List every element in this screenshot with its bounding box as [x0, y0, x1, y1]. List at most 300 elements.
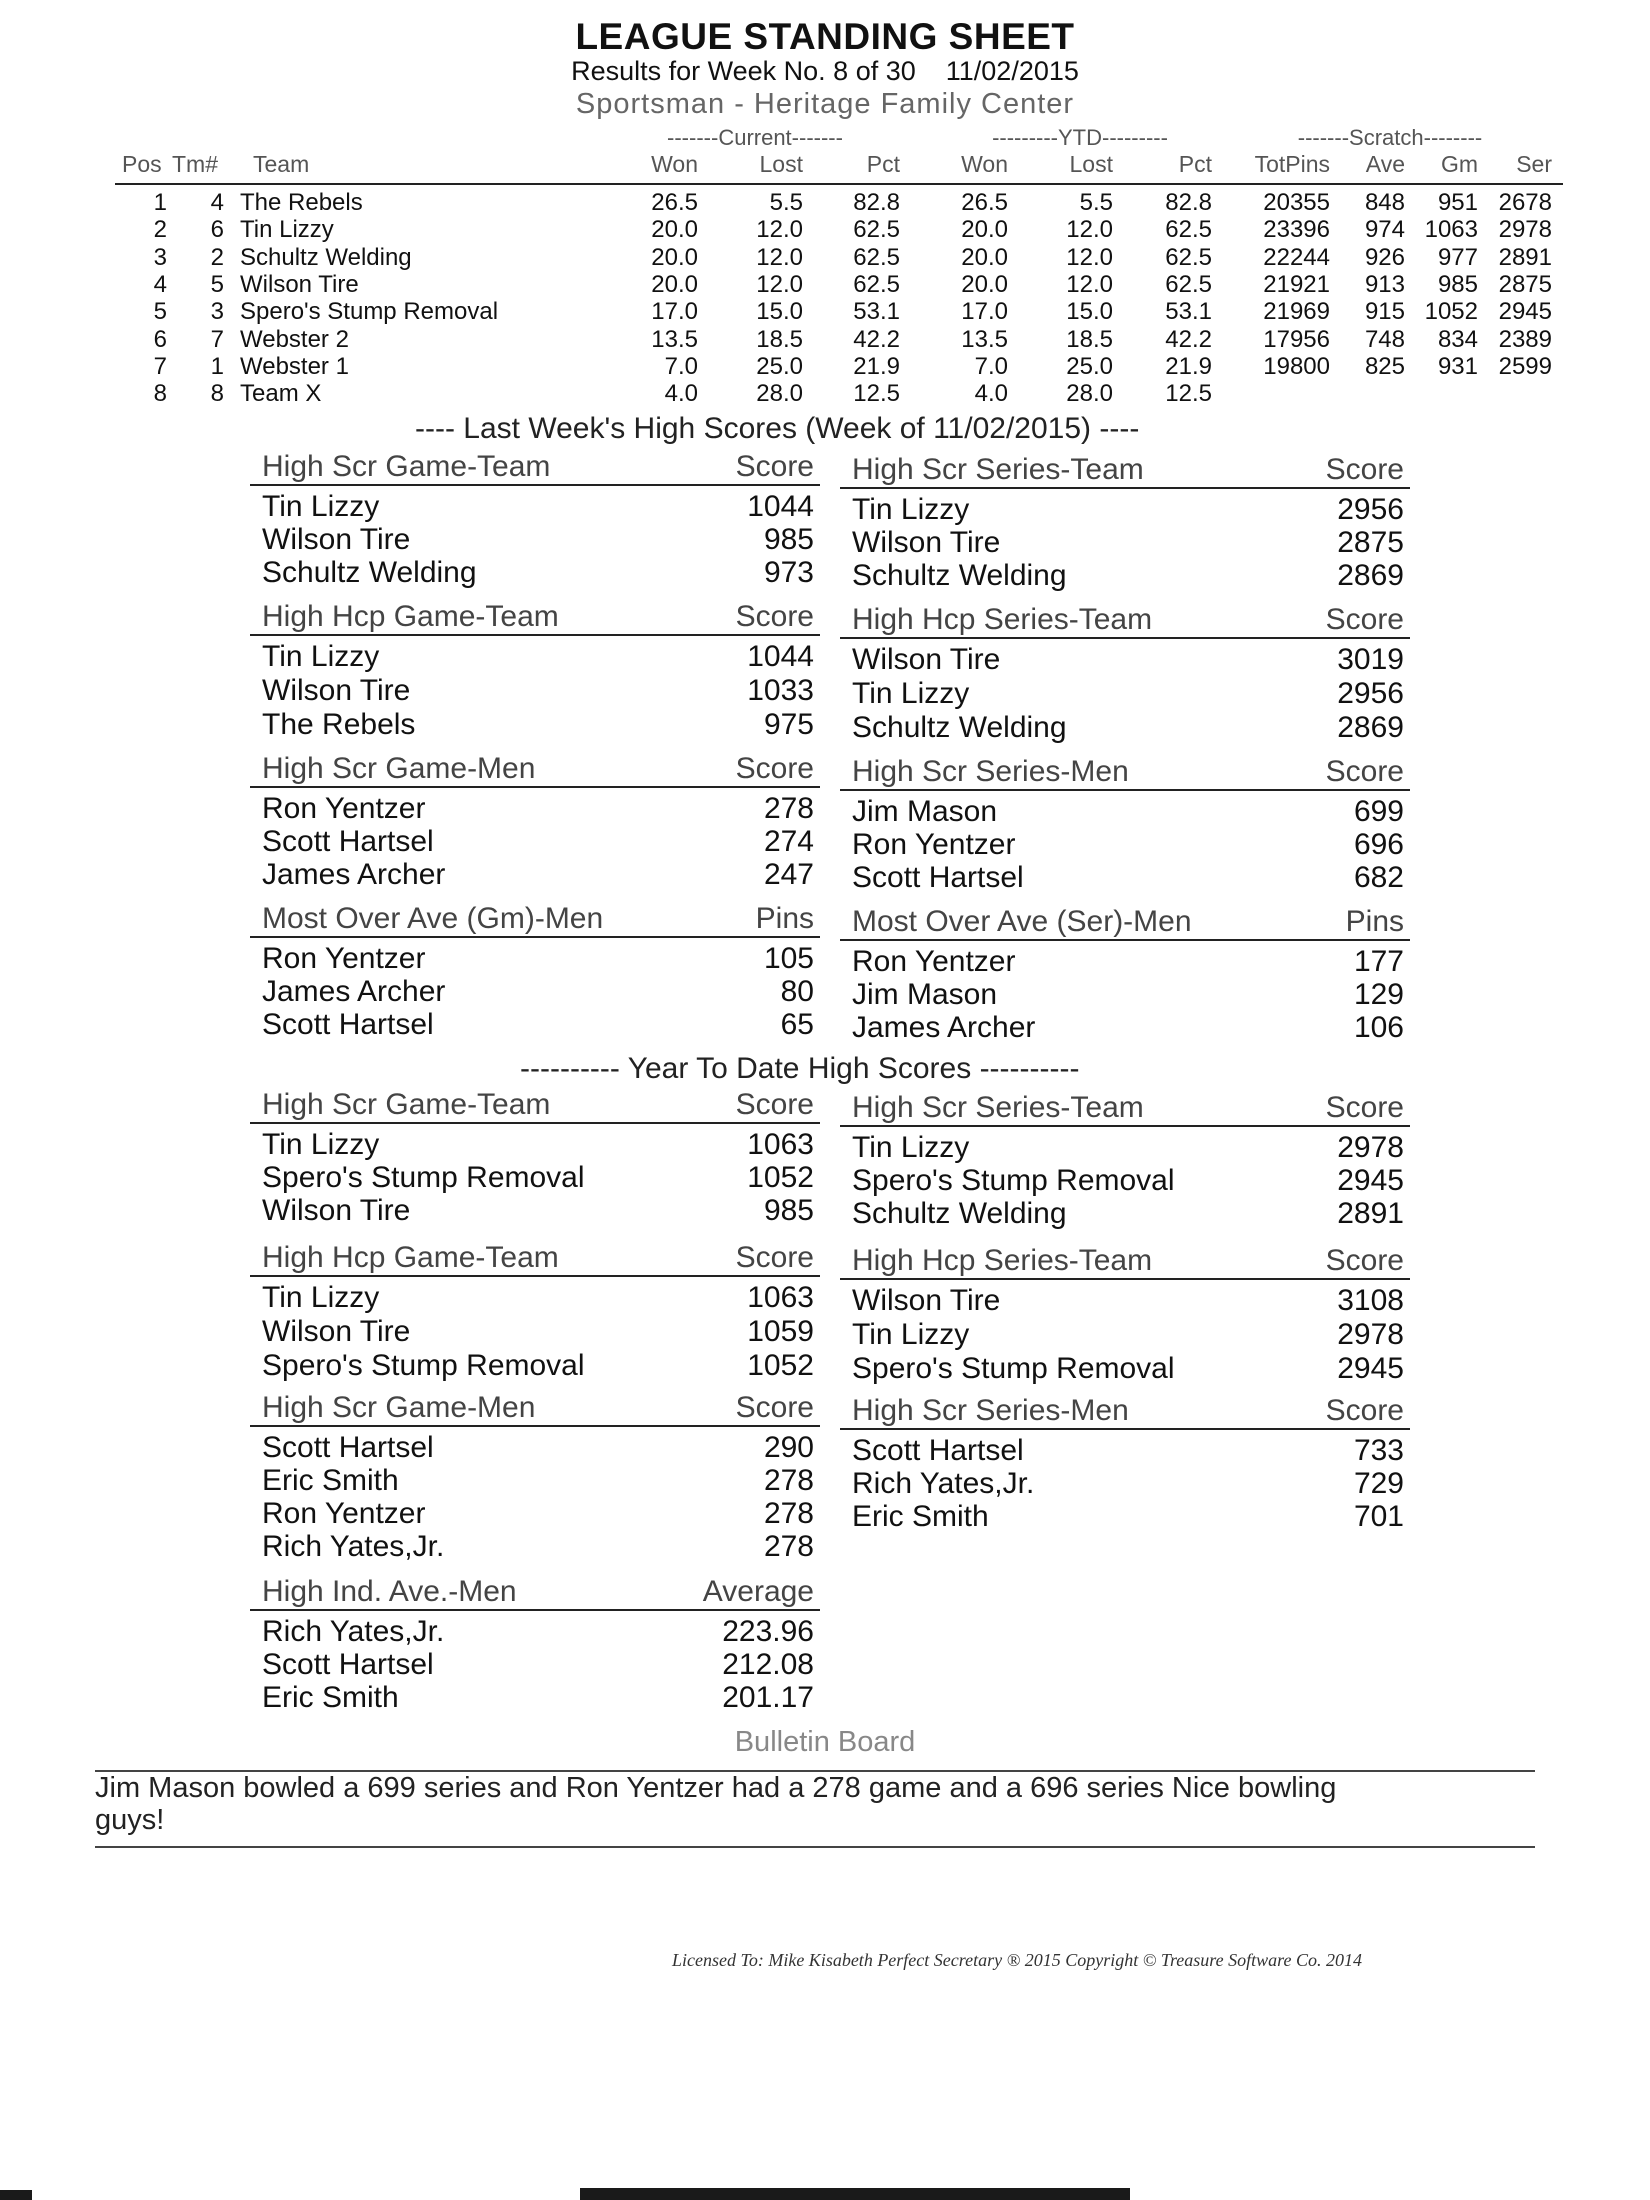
bowler-name: Tin Lizzy: [262, 1128, 380, 1161]
list-item: [840, 1284, 1410, 1318]
cell-lost: 12.0: [756, 270, 803, 298]
cell-pos: 4: [153, 270, 167, 298]
score-value: 2956: [1337, 677, 1404, 710]
bowler-name: Spero's Stump Removal: [852, 1352, 1175, 1385]
cell-ylost: 12.0: [1066, 243, 1113, 271]
cell-lost: 28.0: [756, 380, 803, 408]
block-title: High Scr Series-Team: [852, 453, 1144, 486]
cell-tm: 8: [210, 380, 224, 408]
high-score-block: [840, 601, 1410, 747]
score-value: 1063: [747, 1281, 814, 1314]
high-score-block: [250, 1086, 820, 1229]
scan-edge-artifact: [0, 2190, 32, 2200]
high-score-block: [840, 753, 1410, 896]
bulletin-title: Bulletin Board: [734, 1726, 916, 1758]
standings-row: [0, 271, 1650, 298]
list-item: [250, 708, 820, 742]
bowler-name: Tin Lizzy: [262, 640, 380, 673]
cell-pos: 8: [153, 380, 167, 408]
list-item: [250, 1648, 820, 1682]
bowler-name: Scott Hartsel: [852, 861, 1024, 894]
list-item: [840, 1011, 1410, 1045]
cell-pct: 62.5: [853, 243, 900, 271]
cell-pos: 5: [153, 298, 167, 326]
cell-ywon: 4.0: [974, 380, 1008, 408]
col-won: Won: [651, 151, 698, 177]
block-header: [250, 448, 820, 486]
bowler-name: Ron Yentzer: [852, 828, 1016, 861]
block-title: High Scr Series-Men: [852, 755, 1129, 788]
bowler-name: Wilson Tire: [852, 643, 1001, 676]
cell-gm: 977: [1437, 243, 1478, 271]
high-score-block: [840, 903, 1410, 1046]
list-item: [840, 677, 1410, 711]
bowler-name: Schultz Welding: [852, 711, 1067, 744]
block-column-label: Average: [702, 1575, 814, 1608]
cell-pos: 2: [153, 216, 167, 244]
score-value: 106: [1353, 1011, 1404, 1044]
block-title: Most Over Ave (Ser)-Men: [852, 905, 1192, 938]
standings-row: [0, 353, 1650, 380]
cell-lost: 15.0: [756, 298, 803, 326]
score-value: 2875: [1337, 526, 1404, 559]
results-week-line: Results for Week No. 8 of 30 11/02/2015: [571, 56, 1079, 86]
cell-ylost: 25.0: [1066, 352, 1113, 380]
score-value: 1063: [747, 1128, 814, 1161]
high-score-block: [250, 448, 820, 591]
block-column-label: Score: [1325, 453, 1404, 486]
cell-ave: 825: [1364, 352, 1405, 380]
list-item: [840, 795, 1410, 829]
bowler-name: James Archer: [852, 1011, 1036, 1044]
list-item: [840, 1131, 1410, 1165]
cell-team: Schultz Welding: [240, 243, 412, 271]
cell-ser: 2945: [1498, 298, 1552, 326]
block-title: High Ind. Ave.-Men: [262, 1575, 517, 1608]
score-value: 729: [1353, 1467, 1404, 1500]
cell-lost: 5.5: [769, 189, 803, 216]
bowler-name: Eric Smith: [262, 1464, 399, 1497]
cell-totpins: 22244: [1263, 243, 1330, 271]
cell-ser: 2978: [1498, 216, 1552, 244]
cell-tm: 2: [210, 243, 224, 271]
col-gm: Gm: [1440, 151, 1478, 177]
block-header: [250, 598, 820, 636]
standings-row: [0, 216, 1650, 243]
bowler-name: The Rebels: [262, 708, 416, 741]
cell-ypct: 21.9: [1165, 352, 1212, 380]
cell-ypct: 53.1: [1165, 298, 1212, 326]
cell-won: 4.0: [664, 380, 698, 408]
cell-team: Spero's Stump Removal: [240, 298, 499, 326]
bowler-name: Schultz Welding: [852, 1197, 1067, 1230]
cell-won: 26.5: [651, 189, 698, 216]
score-value: 2978: [1337, 1131, 1404, 1164]
cell-totpins: 17956: [1263, 325, 1330, 353]
bowler-name: Wilson Tire: [262, 1194, 411, 1227]
block-column-label: Pins: [755, 902, 814, 935]
block-title: High Scr Game-Team: [262, 1088, 551, 1121]
block-title: High Scr Series-Men: [852, 1394, 1129, 1427]
list-item: [840, 1434, 1410, 1468]
bowler-name: Scott Hartsel: [262, 825, 434, 858]
cell-lost: 12.0: [756, 243, 803, 271]
score-value: 2869: [1337, 559, 1404, 592]
score-value: 212.08: [722, 1648, 814, 1681]
score-value: 2956: [1337, 493, 1404, 526]
high-score-block: [840, 1089, 1410, 1232]
bowler-name: Eric Smith: [262, 1681, 399, 1714]
cell-won: 17.0: [651, 298, 698, 326]
cell-ywon: 20.0: [961, 243, 1008, 271]
cell-tm: 1: [210, 352, 224, 380]
cell-pct: 53.1: [853, 298, 900, 326]
block-column-label: Score: [1325, 755, 1404, 788]
score-value: 985: [763, 523, 814, 556]
list-item: [250, 1128, 820, 1162]
list-item: [250, 942, 820, 976]
bowler-name: Wilson Tire: [262, 523, 411, 556]
high-score-block: [840, 1242, 1410, 1388]
bowler-name: Rich Yates,Jr.: [852, 1467, 1035, 1500]
bowler-name: Ron Yentzer: [262, 792, 426, 825]
score-value: 975: [763, 708, 814, 741]
col-ytd-pct: Pct: [1178, 151, 1212, 177]
block-title: Most Over Ave (Gm)-Men: [262, 902, 604, 935]
col-ser: Ser: [1516, 151, 1552, 177]
cell-ser: 2678: [1498, 189, 1552, 216]
cell-tm: 7: [210, 325, 224, 353]
cell-pct: 42.2: [853, 325, 900, 353]
score-value: 1044: [747, 490, 814, 523]
block-title: High Hcp Game-Team: [262, 600, 559, 633]
cell-totpins: 19800: [1263, 352, 1330, 380]
list-item: [840, 1164, 1410, 1198]
score-value: 278: [763, 1497, 814, 1530]
bowler-name: Rich Yates,Jr.: [262, 1615, 445, 1648]
bowler-name: Jim Mason: [852, 795, 998, 828]
group-scratch: -------Scratch--------: [1297, 125, 1483, 150]
cell-ywon: 17.0: [961, 298, 1008, 326]
bowler-name: Wilson Tire: [852, 1284, 1001, 1317]
cell-tm: 4: [210, 189, 224, 216]
cell-team: Team X: [240, 380, 322, 408]
list-item: [840, 1467, 1410, 1501]
block-header: [250, 1239, 820, 1277]
bowler-name: Rich Yates,Jr.: [262, 1530, 445, 1563]
bowler-name: Scott Hartsel: [262, 1648, 434, 1681]
cell-ywon: 26.5: [961, 189, 1008, 216]
list-item: [840, 711, 1410, 745]
bowler-name: Tin Lizzy: [852, 1131, 970, 1164]
cell-totpins: 21969: [1263, 298, 1330, 326]
cell-ypct: 62.5: [1165, 270, 1212, 298]
block-title: High Hcp Game-Team: [262, 1241, 559, 1274]
bowler-name: Tin Lizzy: [852, 677, 970, 710]
list-item: [250, 1615, 820, 1649]
list-item: [840, 1197, 1410, 1231]
block-title: High Scr Game-Men: [262, 1391, 536, 1424]
block-title: High Scr Series-Team: [852, 1091, 1144, 1124]
score-value: 278: [763, 1530, 814, 1563]
bowler-name: Schultz Welding: [852, 559, 1067, 592]
cell-pct: 12.5: [853, 380, 900, 408]
bowler-name: Tin Lizzy: [262, 490, 380, 523]
cell-pct: 21.9: [853, 352, 900, 380]
scan-edge-artifact: [580, 2188, 1130, 2200]
score-value: 696: [1353, 828, 1404, 861]
score-value: 1052: [747, 1161, 814, 1194]
cell-gm: 951: [1437, 189, 1478, 216]
cell-tm: 3: [210, 298, 224, 326]
high-score-block: [250, 1573, 820, 1716]
block-header: [250, 1573, 820, 1611]
cell-ylost: 15.0: [1066, 298, 1113, 326]
block-column-label: Score: [1325, 1091, 1404, 1124]
high-score-block: [840, 451, 1410, 594]
cell-pos: 1: [153, 189, 167, 216]
cell-pos: 6: [153, 325, 167, 353]
col-pct: Pct: [866, 151, 900, 177]
block-column-label: Score: [735, 600, 814, 633]
bowler-name: Wilson Tire: [262, 674, 411, 707]
page-title: LEAGUE STANDING SHEET: [575, 16, 1075, 57]
cell-pct: 62.5: [853, 216, 900, 244]
cell-ypct: 62.5: [1165, 243, 1212, 271]
cell-tm: 6: [210, 216, 224, 244]
score-value: 1033: [747, 674, 814, 707]
block-column-label: Score: [1325, 603, 1404, 636]
cell-pos: 7: [153, 352, 167, 380]
score-value: 278: [763, 792, 814, 825]
cell-ywon: 20.0: [961, 216, 1008, 244]
list-item: [250, 556, 820, 590]
col-ytd-won: Won: [961, 151, 1008, 177]
col-pos: Pos: [122, 151, 162, 177]
score-value: 3019: [1337, 643, 1404, 676]
cell-ylost: 5.5: [1079, 189, 1113, 216]
score-value: 290: [763, 1431, 814, 1464]
block-column-label: Score: [735, 1241, 814, 1274]
block-column-label: Pins: [1345, 905, 1404, 938]
bowler-name: Ron Yentzer: [262, 942, 426, 975]
cell-tm: 5: [210, 270, 224, 298]
block-title: High Scr Game-Team: [262, 450, 551, 483]
cell-ywon: 13.5: [961, 325, 1008, 353]
score-value: 65: [780, 1008, 814, 1041]
bowler-name: Tin Lizzy: [852, 1318, 970, 1351]
list-item: [250, 825, 820, 859]
score-value: 2891: [1337, 1197, 1404, 1230]
bowler-name: Wilson Tire: [852, 526, 1001, 559]
list-item: [250, 1281, 820, 1315]
cell-ywon: 7.0: [974, 352, 1008, 380]
cell-ylost: 18.5: [1066, 325, 1113, 353]
block-column-label: Score: [735, 450, 814, 483]
score-value: 985: [763, 1194, 814, 1227]
cell-won: 7.0: [664, 352, 698, 380]
high-score-block: [250, 598, 820, 744]
group-current: -------Current-------: [667, 125, 843, 150]
block-column-label: Score: [735, 752, 814, 785]
cell-ywon: 20.0: [961, 270, 1008, 298]
list-item: [250, 640, 820, 674]
bulletin-bottom-rule: [95, 1846, 1535, 1848]
cell-ave: 748: [1364, 325, 1405, 353]
bowler-name: Spero's Stump Removal: [262, 1161, 585, 1194]
last-week-title: ---- Last Week's High Scores (Week of 11/02/2015) ----: [415, 412, 1140, 445]
list-item: [840, 945, 1410, 979]
list-item: [250, 1431, 820, 1465]
block-title: High Hcp Series-Team: [852, 1244, 1153, 1277]
list-item: [250, 975, 820, 1009]
list-item: [840, 559, 1410, 593]
score-value: 2945: [1337, 1164, 1404, 1197]
cell-pct: 62.5: [853, 270, 900, 298]
cell-ave: 848: [1364, 189, 1405, 216]
bowler-name: James Archer: [262, 858, 446, 891]
cell-pct: 82.8: [853, 189, 900, 216]
score-value: 201.17: [722, 1681, 814, 1714]
cell-ypct: 12.5: [1165, 380, 1212, 408]
cell-team: Wilson Tire: [240, 270, 359, 298]
block-header: [840, 601, 1410, 639]
cell-ave: 915: [1364, 298, 1405, 326]
bowler-name: Spero's Stump Removal: [852, 1164, 1175, 1197]
list-item: [250, 674, 820, 708]
list-item: [840, 1318, 1410, 1352]
list-item: [250, 523, 820, 557]
high-score-block: [250, 1389, 820, 1565]
block-column-label: Score: [1325, 1394, 1404, 1427]
list-item: [250, 1349, 820, 1383]
cell-lost: 12.0: [756, 216, 803, 244]
list-item: [250, 1008, 820, 1042]
col-lost: Lost: [759, 151, 803, 177]
col-ytd-lost: Lost: [1069, 151, 1113, 177]
cell-team: Webster 2: [240, 325, 349, 353]
high-score-block: [250, 900, 820, 1043]
score-value: 80: [780, 975, 814, 1008]
cell-ser: 2875: [1498, 270, 1552, 298]
block-header: [250, 750, 820, 788]
score-value: 3108: [1337, 1284, 1404, 1317]
cell-ypct: 82.8: [1165, 189, 1212, 216]
score-value: 973: [763, 556, 814, 589]
list-item: [250, 1681, 820, 1715]
list-item: [250, 858, 820, 892]
score-value: 2945: [1337, 1352, 1404, 1385]
list-item: [840, 493, 1410, 527]
standings-header-rule: [115, 183, 1563, 185]
cell-ser: 2599: [1498, 352, 1552, 380]
cell-ylost: 12.0: [1066, 216, 1113, 244]
standings-row: [0, 326, 1650, 353]
group-ytd: ---------YTD---------: [992, 125, 1168, 150]
block-header: [840, 1242, 1410, 1280]
block-column-label: Score: [735, 1088, 814, 1121]
block-header: [250, 1389, 820, 1427]
list-item: [250, 1194, 820, 1228]
cell-lost: 18.5: [756, 325, 803, 353]
bowler-name: Schultz Welding: [262, 556, 477, 589]
score-value: 129: [1353, 978, 1404, 1011]
score-value: 223.96: [722, 1615, 814, 1648]
list-item: [840, 1500, 1410, 1534]
standings-row: [0, 380, 1650, 407]
list-item: [840, 1352, 1410, 1386]
league-name: Sportsman - Heritage Family Center: [575, 88, 1075, 120]
bowler-name: Scott Hartsel: [852, 1434, 1024, 1467]
cell-ser: 2891: [1498, 243, 1552, 271]
cell-won: 20.0: [651, 243, 698, 271]
score-value: 2978: [1337, 1318, 1404, 1351]
cell-totpins: 23396: [1263, 216, 1330, 244]
high-score-block: [840, 1392, 1410, 1535]
score-value: 1044: [747, 640, 814, 673]
block-column-label: Score: [735, 1391, 814, 1424]
high-score-block: [250, 1239, 820, 1385]
score-value: 733: [1353, 1434, 1404, 1467]
cell-ser: 2389: [1498, 325, 1552, 353]
block-header: [840, 451, 1410, 489]
cell-team: Webster 1: [240, 352, 349, 380]
block-column-label: Score: [1325, 1244, 1404, 1277]
list-item: [250, 1530, 820, 1564]
cell-gm: 1052: [1424, 298, 1478, 326]
bowler-name: Ron Yentzer: [262, 1497, 426, 1530]
cell-ylost: 28.0: [1066, 380, 1113, 408]
bowler-name: Tin Lizzy: [262, 1281, 380, 1314]
col-team: Team: [253, 151, 310, 177]
cell-ylost: 12.0: [1066, 270, 1113, 298]
cell-gm: 985: [1437, 270, 1478, 298]
score-value: 105: [763, 942, 814, 975]
cell-totpins: 21921: [1263, 270, 1330, 298]
list-item: [250, 1161, 820, 1195]
cell-ave: 913: [1364, 270, 1405, 298]
standings-row: [0, 298, 1650, 325]
bowler-name: James Archer: [262, 975, 446, 1008]
cell-gm: 931: [1437, 352, 1478, 380]
ytd-title: ---------- Year To Date High Scores ----------: [520, 1052, 1080, 1085]
bowler-name: Ron Yentzer: [852, 945, 1016, 978]
cell-ave: 926: [1364, 243, 1405, 271]
list-item: [250, 1464, 820, 1498]
list-item: [250, 1497, 820, 1531]
list-item: [250, 1315, 820, 1349]
bowler-name: Eric Smith: [852, 1500, 989, 1533]
cell-ave: 974: [1364, 216, 1405, 244]
cell-won: 20.0: [651, 216, 698, 244]
score-value: 2869: [1337, 711, 1404, 744]
bulletin-text: Jim Mason bowled a 699 series and Ron Yentzer had a 278 game and a 696 series Nice bowling guys!: [95, 1772, 1337, 1836]
score-value: 274: [763, 825, 814, 858]
standings-row: [0, 244, 1650, 271]
list-item: [250, 792, 820, 826]
col-ave: Ave: [1365, 151, 1405, 177]
score-value: 1059: [747, 1315, 814, 1348]
score-value: 682: [1353, 861, 1404, 894]
block-header: [840, 1392, 1410, 1430]
block-header: [250, 1086, 820, 1124]
list-item: [840, 643, 1410, 677]
cell-ypct: 62.5: [1165, 216, 1212, 244]
score-value: 699: [1353, 795, 1404, 828]
list-item: [250, 490, 820, 524]
bowler-name: Scott Hartsel: [262, 1008, 434, 1041]
cell-ypct: 42.2: [1165, 325, 1212, 353]
